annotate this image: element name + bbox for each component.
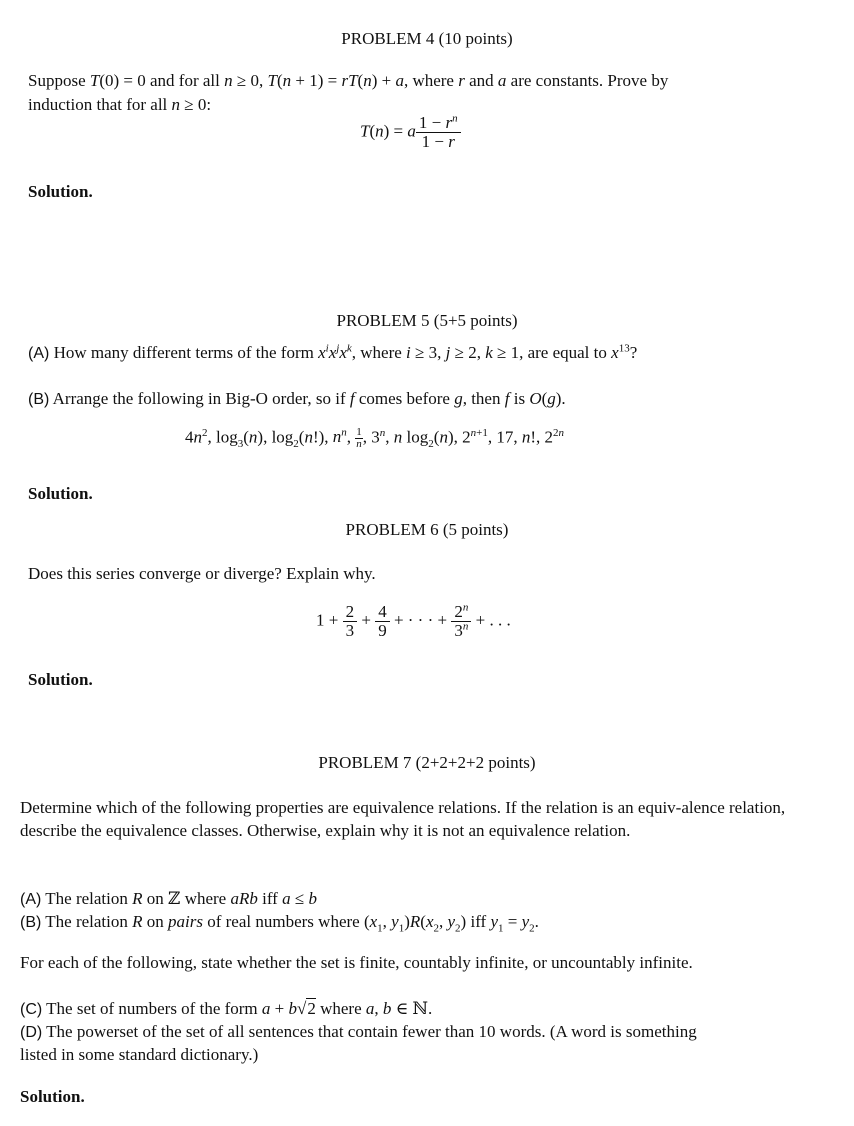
problem-6-question: Does this series converge or diverge? Explain why. <box>28 564 376 583</box>
problem-5-title: PROBLEM 5 (5+5 points) <box>336 311 518 330</box>
problem-7-title: PROBLEM 7 (2+2+2+2 points) <box>318 753 536 772</box>
problem-7-intro: Determine which of the following properties are equivalence relations. If the relation is an equiv-alence relation, describe the equivalence classes. Otherwise, explain why it is not an equivalence relation. <box>20 798 786 840</box>
problem-7-part-a: (A) The relation R on ℤ where aRb iff a ≤ b <box>20 889 317 908</box>
problem-7-part-b: (B) The relation R on pairs of real numbers where ($x_1$, $y_1)R(x_2$, $y_2$) iff $y_1 = y_2$. <box>20 912 539 935</box>
problem-7-solution-label: Solution. <box>20 1087 85 1106</box>
problem-4-solution-label: Solution. <box>28 182 93 201</box>
problem-5-solution-label: Solution. <box>28 484 93 503</box>
problem-6-series: 1 + $\frac{2}{3}$ + $\frac{4}{9}$ + · · · + $\frac{2^n}{3^n}$ + . . . <box>316 601 511 640</box>
problem-6-title: PROBLEM 6 (5 points) <box>345 520 509 539</box>
problem-5-part-a: (A) How many different terms of the form $x^ix^jx^k$, where i ≥ 3, j ≥ 2, k ≥ 1, are equal to $x^{13}$? <box>28 342 638 362</box>
problem-4-title: PROBLEM 4 (10 points) <box>341 29 513 48</box>
problem-7-part-d: (D) The powerset of the set of all sentences that contain fewer than 10 words. (A word is something <box>20 1022 697 1041</box>
problem-5-part-b: (B) Arrange the following in Big-O order, so if f comes before g, then f is O(g). <box>28 389 566 408</box>
problem-4-statement-line-1: Suppose T(0) = 0 and for all n ≥ 0, T(n + 1) = rT(n) + a, where r and a are constants. Prove by <box>28 71 669 90</box>
problem-7-part-d-continued: listed in some standard dictionary.) <box>20 1045 259 1064</box>
problem-4-formula: T(n) = a $\frac{1 - r^n}{1 - r}$ <box>360 114 461 151</box>
problem-7-part-c: (C) The set of numbers of the form a + b√2 where a, b ∈ ℕ. <box>20 999 433 1018</box>
problem-4-statement-line-2: induction that for all n ≥ 0: <box>28 95 212 114</box>
problem-7-finite-intro: For each of the following, state whether the set is finite, countably infinite, or uncountably infinite. <box>20 953 693 972</box>
problem-5-function-list: $4n^2$, $\log_3(n)$, $\log_2(n!)$, $n^n$, $\frac{1}{n}$ , 3$^n$, n $\log_2(n)$, $2^{n+1}$, 17, n!, $2^{2n}$ <box>185 426 565 450</box>
problem-6-solution-label: Solution. <box>28 670 93 689</box>
